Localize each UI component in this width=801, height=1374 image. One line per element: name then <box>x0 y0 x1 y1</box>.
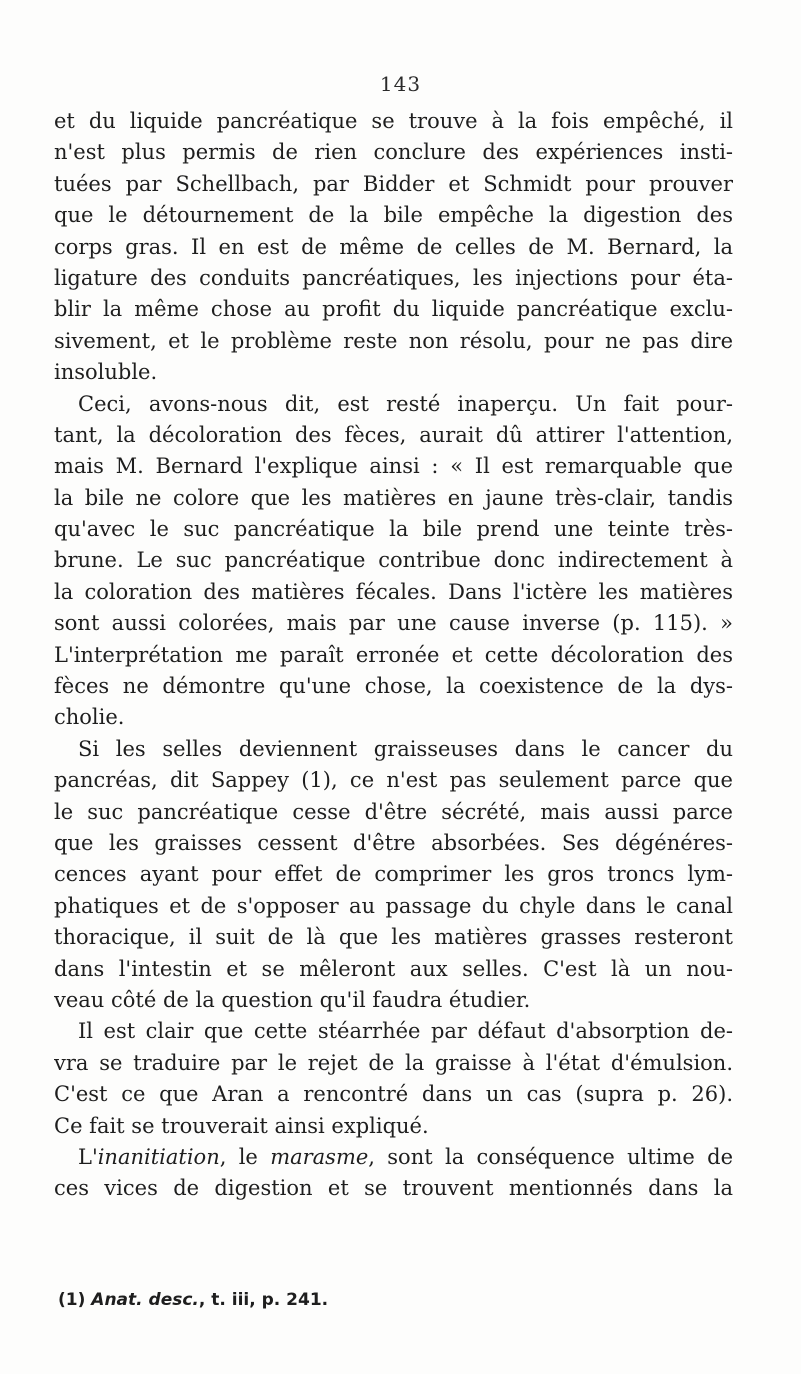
text-line: brune. Le suc pancréatique contribue donc indirectement à <box>54 548 733 573</box>
text-line: cholie. <box>54 705 125 730</box>
page-number: 143 <box>379 72 422 96</box>
text-line: que les graisses cessent d'être absorbées. Ses dégénéres- <box>54 830 733 855</box>
text-line: blir la même chose au profit du liquide pancréatique exclu- <box>54 297 733 322</box>
text-line: dans l'intestin et se mêleront aux selles. C'est là un nou- <box>54 956 733 981</box>
footnote-reference: , t. iii, p. 241. <box>198 1290 329 1310</box>
text-line: sivement, et le problème reste non résolu, pour ne pas dire <box>54 328 733 353</box>
text-line: qu'avec le suc pancréatique la bile prend une teinte très- <box>54 517 733 542</box>
text-fragment: , sont la conséquence ultime de <box>368 1144 733 1169</box>
text-line: n'est plus permis de rien conclure des expériences insti- <box>54 140 733 165</box>
footnote-marker: (1) <box>58 1290 92 1310</box>
text-line: thoracique, il suit de là que les matières grasses resteront <box>54 925 733 950</box>
text-line: ligature des conduits pancréatiques, les injections pour éta- <box>54 265 733 290</box>
body-text <box>54 106 733 1205</box>
text-line: ces vices de digestion et se trouvent mentionnés dans la <box>54 1176 733 1201</box>
text-line: pancréas, dit Sappey (1), ce n'est pas seulement parce que <box>54 768 733 793</box>
text-line: phatiques et de s'opposer au passage du chyle dans le canal <box>54 893 733 918</box>
italic-term: inanitiation <box>97 1144 220 1169</box>
text-line: corps gras. Il en est de même de celles de M. Bernard, la <box>54 234 733 259</box>
text-line: L'interprétation me paraît erronée et cette décoloration des <box>54 642 733 667</box>
text-line: tant, la décoloration des fèces, aurait dû attirer l'attention, <box>54 422 733 447</box>
paragraph-start-line: Ceci, avons-nous dit, est resté inaperçu. Un fait pour- <box>78 391 733 416</box>
text-line: mais M. Bernard l'explique ainsi : « Il est remarquable que <box>54 454 733 479</box>
text-line: insoluble. <box>54 360 158 385</box>
text-line: vra se traduire par le rejet de la graisse à l'état d'émulsion. <box>54 1050 733 1075</box>
text-line: C'est ce que Aran a rencontré dans un cas (supra p. 26). <box>54 1082 733 1107</box>
text-line: la coloration des matières fécales. Dans l'ictère les matières <box>54 579 733 604</box>
paragraph-start-line: Si les selles deviennent graisseuses dans le cancer du <box>78 736 733 761</box>
text-fragment: , le <box>219 1144 271 1169</box>
text-line: fèces ne démontre qu'une chose, la coexistence de la dys- <box>54 674 733 699</box>
text-line: le suc pancréatique cesse d'être sécrété, mais aussi parce <box>54 799 733 824</box>
text-line: et du liquide pancréatique se trouve à la fois empêché, il <box>54 109 733 133</box>
footnote <box>58 1290 328 1310</box>
text-line: Ce fait se trouverait ainsi expliqué. <box>54 1113 429 1138</box>
footnote-source: Anat. desc. <box>91 1290 199 1310</box>
italic-term: marasme <box>270 1144 369 1169</box>
text-fragment: L' <box>78 1144 98 1169</box>
paragraph-start-line: Il est clair que cette stéarrhée par défaut d'absorption de- <box>78 1019 733 1044</box>
text-line: tuées par Schellbach, par Bidder et Schmidt pour prouver <box>54 171 733 196</box>
text-line: sont aussi colorées, mais par une cause inverse (p. 115). » <box>54 611 733 636</box>
text-line: la bile ne colore que les matières en jaune très-clair, tandis <box>54 485 733 510</box>
paragraph-start-line <box>54 1142 733 1173</box>
text-line: veau côté de la question qu'il faudra étudier. <box>54 987 531 1012</box>
text-line: que le détournement de la bile empêche la digestion des <box>54 203 733 228</box>
text-line: cences ayant pour effet de comprimer les gros troncs lym- <box>54 862 733 887</box>
